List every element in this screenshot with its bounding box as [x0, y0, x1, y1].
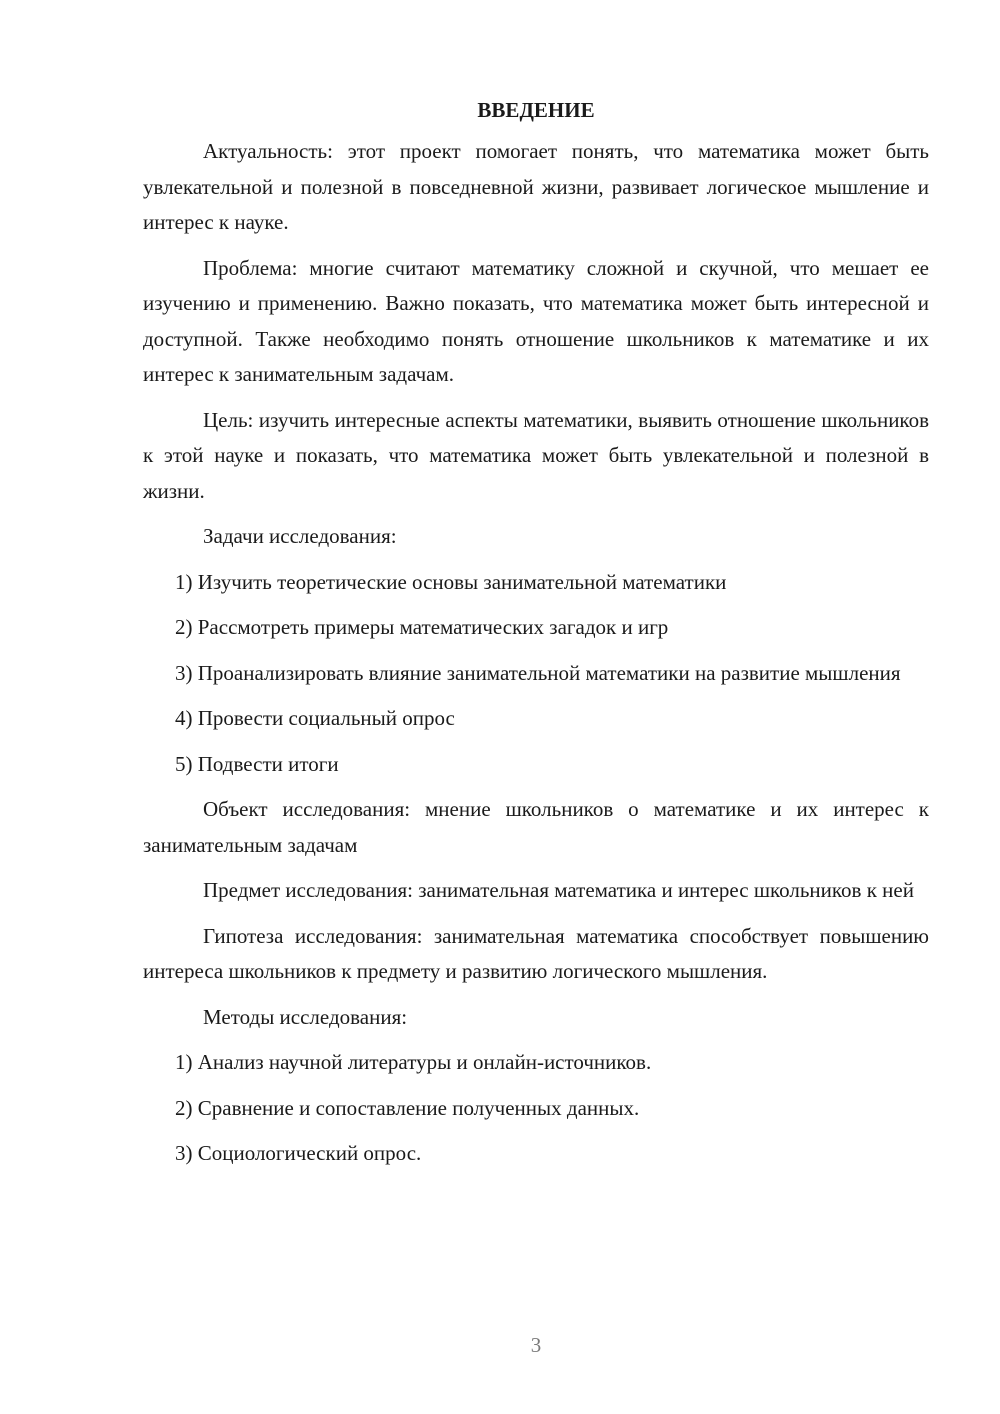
page-title: ВВЕДЕНИЕ	[477, 98, 595, 122]
methods-heading: Методы исследования:	[203, 1004, 408, 1029]
task-item: 5) Подвести итоги	[175, 751, 339, 776]
task-item: 1) Изучить теоретические основы занимательной математики	[175, 569, 727, 594]
tasks-heading: Задачи исследования:	[203, 524, 397, 548]
method-item: 2) Сравнение и сопоставление полученных данных.	[175, 1095, 640, 1120]
method-item: 1) Анализ научной литературы и онлайн-источников.	[175, 1050, 652, 1074]
document-page	[143, 92, 929, 1182]
method-item: 3) Социологический опрос.	[175, 1141, 422, 1165]
hypothesis-paragraph: Гипотеза исследования: занимательная математика способствует повышению интереса школьников к предмету и развитию логического мышления.	[143, 923, 929, 983]
object-paragraph: Объект исследования: мнение школьников о математике и их интерес к занимательным задачам	[143, 797, 929, 857]
task-item: 2) Рассмотреть примеры математических загадок и игр	[175, 615, 669, 639]
goal-paragraph: Цель: изучить интересные аспекты математики, выявить отношение школьников к этой науке и показать, что математика может быть увлекательной и полезной в жизни.	[143, 407, 929, 503]
task-item: 4) Провести социальный опрос	[175, 706, 455, 730]
problem-paragraph: Проблема: многие считают математику сложной и скучной, что мешает ее изучению и применению. Важно показать, что математика может быть интересной и доступной. Также необходимо понять отношение школьников к математике и их интерес к занимательным задачам.	[143, 255, 929, 386]
page-number: 3	[530, 1333, 542, 1357]
subject-paragraph: Предмет исследования: занимательная математика и интерес школьников к ней	[203, 878, 914, 902]
task-item: 3) Проанализировать влияние занимательной математики на развитие мышления	[175, 660, 901, 685]
relevance-paragraph: Актуальность: этот проект помогает понять, что математика может быть увлекательной и полезной в повседневной жизни, развивает логическое мышление и интерес к науке.	[143, 139, 929, 234]
